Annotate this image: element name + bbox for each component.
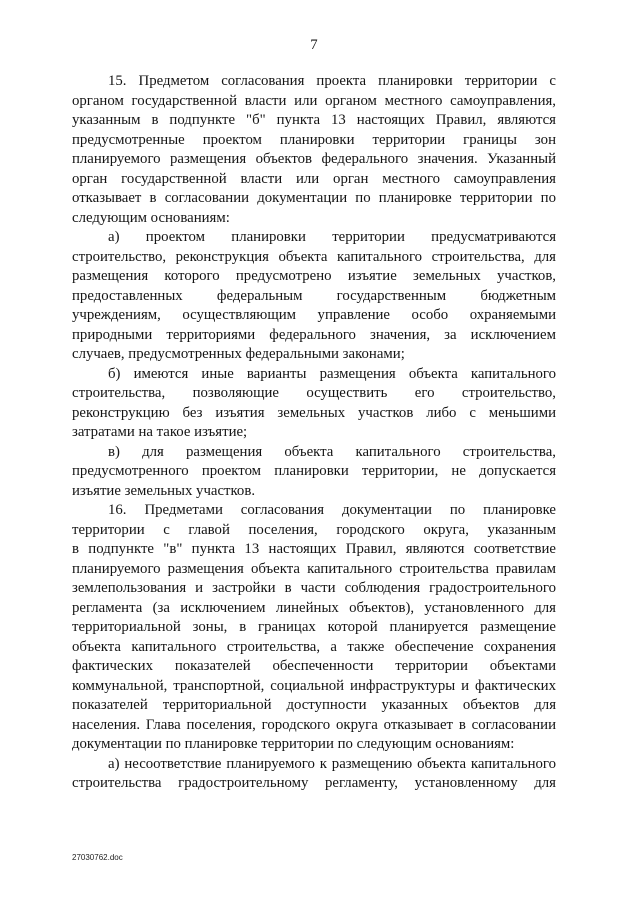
text-line: указанным в подпункте "б" пункта 13 настоящих Правил, являются <box>72 112 556 128</box>
text-line: затратами на такое изъятие; <box>72 424 248 440</box>
text-line: органом государственной власти или органом местного самоуправления, <box>72 92 556 109</box>
text-line: строительства градостроительному регламенту, установленному для <box>72 775 556 791</box>
text-line: размещения которого предусмотрено изъятие земельных участков, <box>72 268 556 284</box>
text-line: предусмотренные проектом планировки территории границы зон <box>72 131 556 148</box>
text-line: территории с главой поселения, городского округа, указанным <box>72 521 556 538</box>
page-number: 7 <box>310 37 318 53</box>
text-line: территориальной зоны, в границах которой планируется размещение <box>72 619 556 635</box>
text-line: планируемого размещения объекта капитального строительства правилам <box>72 560 556 577</box>
paragraph-16-item-a <box>72 755 556 794</box>
paragraph-15-item-v <box>72 443 556 502</box>
document-filename: 27030762.doc <box>72 853 123 862</box>
text-line: в подпункте "в" пункта 13 настоящих Правил, являются соответствие <box>72 541 556 557</box>
paragraph-15 <box>72 72 556 228</box>
text-line: природными территориями федерального значения, за исключением <box>72 326 556 343</box>
text-line: орган государственной власти или орган местного самоуправления <box>72 170 556 187</box>
text-line: случаев, предусмотренных федеральными законами; <box>72 346 405 362</box>
text-line: реконструкцию без изъятия земельных участков либо с меньшими <box>72 404 556 421</box>
text-line: фактических показателей обеспеченности территории объектами <box>72 658 556 674</box>
text-line: планируемого размещения объектов федерального значения. Указанный <box>72 151 556 167</box>
text-line: показателей территориальной доступности указанных объектов для <box>72 697 556 713</box>
text-line: отказывает в согласовании документации по планировке территории по <box>72 190 556 206</box>
text-line: в) для размещения объекта капитального строительства, <box>108 443 556 460</box>
text-line: землепользования и застройки в части соблюдения градостроительного <box>72 580 556 596</box>
text-line: населения. Глава поселения, городского округа отказывает в согласовании <box>72 716 556 733</box>
paragraph-15-item-b <box>72 365 556 443</box>
text-line: б) имеются иные варианты размещения объекта капитального <box>108 365 556 382</box>
text-line: 16. Предметами согласования документации по планировке <box>108 502 556 518</box>
text-line: документации по планировке территории по следующим основаниям: <box>72 736 515 752</box>
text-line: а) проектом планировки территории предусматриваются <box>108 229 556 245</box>
text-line: предоставленных федеральным государственным бюджетным <box>72 287 556 304</box>
text-line: строительства, позволяющие осуществить его строительство, <box>72 385 556 401</box>
text-line: учреждениям, осуществляющим управление особо охраняемыми <box>72 307 556 323</box>
text-line: строительство, реконструкция объекта капитального строительства, для <box>72 248 556 265</box>
text-line: изъятие земельных участков. <box>72 482 256 499</box>
text-line: объекта капитального строительства, а также обеспечение сохранения <box>72 638 556 655</box>
text-line: следующим основаниям: <box>72 209 230 226</box>
text-line: 15. Предметом согласования проекта планировки территории с <box>108 73 556 89</box>
text-line: предусмотренного проектом планировки территории, не допускается <box>72 463 556 479</box>
text-line: коммунальной, транспортной, социальной инфраструктуры и фактических <box>72 677 556 694</box>
text-line: а) несоответствие планируемого к размещению объекта капитального <box>108 755 556 772</box>
body-text <box>72 72 556 794</box>
text-line: регламента (за исключением линейных объектов), установленного для <box>72 599 556 616</box>
paragraph-16 <box>72 501 556 755</box>
paragraph-15-item-a <box>72 228 556 365</box>
